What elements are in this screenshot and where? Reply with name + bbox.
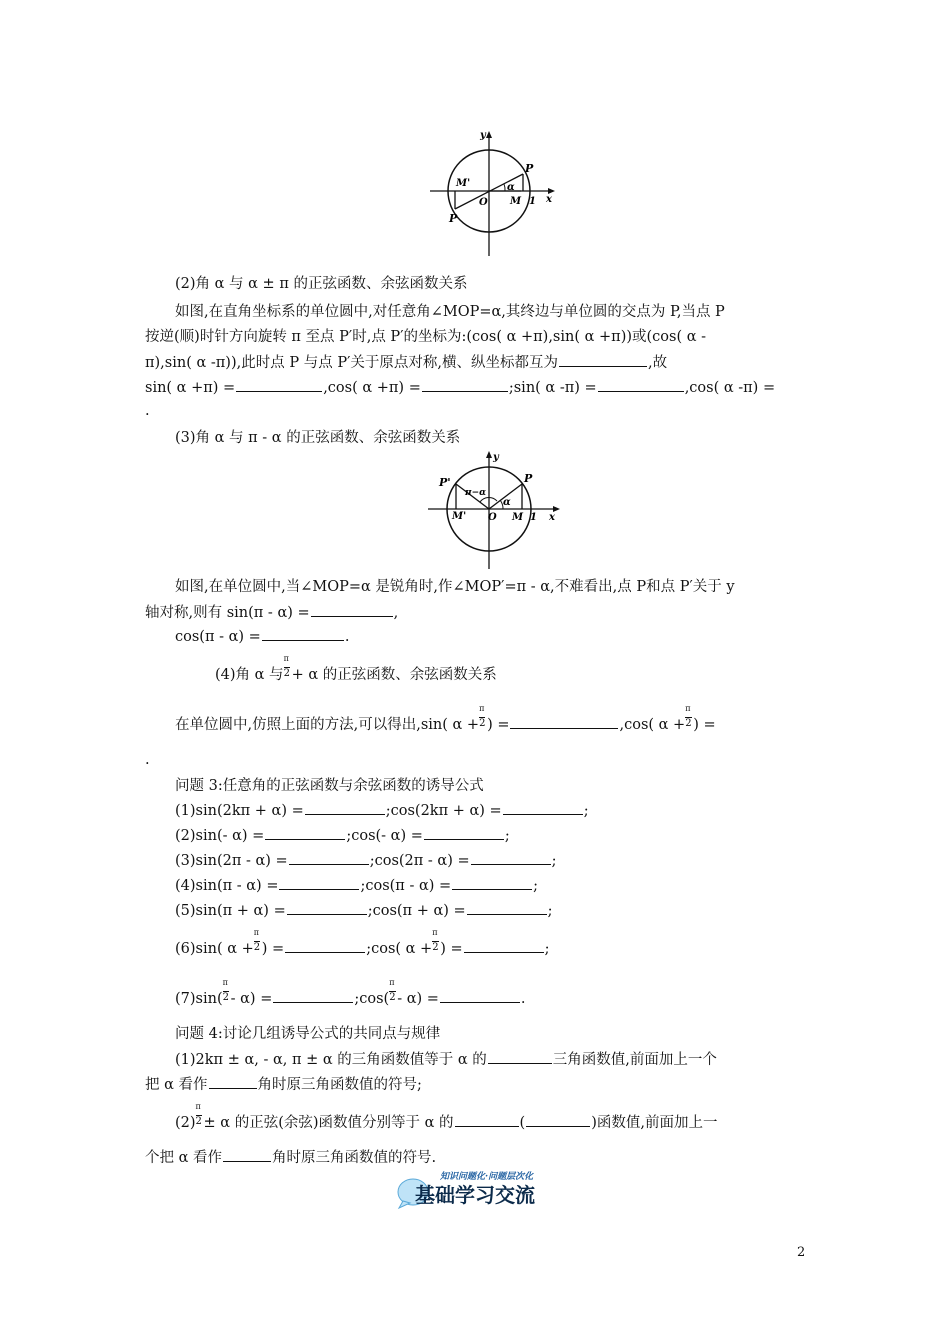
logo-title: 基础学习交流 — [415, 1183, 535, 1207]
fig2-m-prime-label: M' — [452, 511, 467, 522]
pi-over-2-fraction: $\frac{\pi}{2}$ — [432, 928, 439, 953]
fig2-pi-minus-alpha-label: π−α — [465, 488, 487, 498]
section2-heading: (2)角 α 与 α ± π 的正弦函数、余弦函数关系 — [175, 276, 468, 292]
pi-over-2-fraction: $\frac{\pi}{2}$ — [222, 978, 229, 1003]
pi-over-2-fraction: $\frac{\pi}{2}$ — [685, 704, 692, 729]
page-number: 2 — [797, 1245, 806, 1260]
basic-learning-logo — [393, 1168, 568, 1210]
q4-item2-tail: )函数值,前面加上一 — [591, 1115, 718, 1131]
question4-item1-line2 — [145, 1074, 422, 1095]
s3-cos-text: cos(π - α) = — [175, 629, 261, 645]
pi-over-2-fraction: $\frac{\pi}{2}$ — [389, 978, 396, 1003]
q4-item1-tail: 三角函数值,前面加上一个 — [552, 1052, 717, 1068]
answer-blank[interactable] — [311, 602, 393, 617]
q3-row3-end: ; — [551, 853, 557, 869]
question3-row-1 — [175, 800, 589, 821]
fig1-y-label: y — [480, 130, 486, 141]
q3-row4-end: ; — [533, 878, 539, 894]
q3-row6-sin-close: ) = — [261, 941, 285, 957]
q4-item2-num: (2) — [175, 1115, 196, 1131]
answer-blank[interactable] — [503, 800, 583, 815]
answer-blank[interactable] — [265, 825, 345, 840]
section2-paragraph-line4 — [145, 377, 775, 398]
q3-row7-sin-close: - α) = — [230, 991, 273, 1007]
q3-row1-sin: (1)sin(2kπ + α) = — [175, 803, 304, 819]
unit-circle-figure-1 — [425, 128, 560, 258]
fig1-p-top-label: P — [525, 162, 534, 175]
q3-row3-sin: (3)sin(2π - α) = — [175, 853, 288, 869]
question3-title: 问题 3:任意角的正弦函数与余弦函数的诱导公式 — [175, 778, 484, 794]
q3-row2-sin: (2)sin(- α) = — [175, 828, 265, 844]
s4-cos-text: ,cos( α + — [619, 717, 686, 733]
answer-blank[interactable] — [488, 1049, 552, 1064]
s2-cos-plus: ,cos( α +π) = — [323, 380, 421, 396]
answer-blank[interactable] — [526, 1112, 590, 1127]
q4-item2-paren-open: ( — [519, 1115, 526, 1131]
q3-row7-end: . — [520, 991, 526, 1007]
s2-cos-minus: ,cos( α -π) = — [684, 380, 776, 396]
answer-blank[interactable] — [464, 938, 544, 953]
logo-tagline: 知识问题化·问题层次化 — [440, 1172, 534, 1182]
question3-row-7 — [175, 978, 526, 1009]
answer-blank[interactable] — [287, 900, 367, 915]
answer-blank[interactable] — [452, 875, 532, 890]
q3-row5-end: ; — [547, 903, 553, 919]
q3-row3-cos: ;cos(2π - α) = — [369, 853, 470, 869]
q3-row4-cos: ;cos(π - α) = — [360, 878, 452, 894]
question4-item2-line2 — [145, 1147, 436, 1168]
s4-heading-b: + α 的正弦函数、余弦函数关系 — [291, 667, 497, 683]
question3-row-5 — [175, 900, 553, 921]
fig2-y-label: y — [493, 452, 499, 463]
pi-over-2-fraction: $\frac{\pi}{2}$ — [283, 654, 290, 679]
answer-blank[interactable] — [598, 377, 684, 392]
fig2-one-label: 1 — [530, 512, 537, 523]
unit-circle-figure-2 — [425, 448, 565, 570]
question3-row-6 — [175, 928, 550, 959]
answer-blank[interactable] — [471, 850, 551, 865]
question4-item1-line1 — [175, 1049, 717, 1070]
question3-row-2 — [175, 825, 510, 846]
answer-blank[interactable] — [262, 626, 344, 641]
s4-heading-a: (4)角 α 与 — [215, 667, 284, 683]
fig1-m-label: M — [510, 196, 522, 207]
answer-blank[interactable] — [467, 900, 547, 915]
section3-heading: (3)角 α 与 π - α 的正弦函数、余弦函数关系 — [175, 430, 461, 446]
q3-row4-sin: (4)sin(π - α) = — [175, 878, 279, 894]
s3-cos-tail: . — [344, 629, 350, 645]
fig1-alpha-label: α — [507, 182, 515, 193]
answer-blank[interactable] — [305, 800, 385, 815]
pi-over-2-fraction: $\frac{\pi}{2}$ — [253, 928, 261, 953]
answer-blank[interactable] — [559, 352, 647, 367]
q3-row7-sin: (7)sin( — [175, 991, 223, 1007]
s2-sin-minus: ;sin( α -π) = — [508, 380, 597, 396]
answer-blank[interactable] — [285, 938, 365, 953]
question4-title: 问题 4:讨论几组诱导公式的共同点与规律 — [175, 1026, 441, 1042]
answer-blank[interactable] — [422, 377, 508, 392]
fig2-m-label: M — [512, 512, 524, 523]
q3-row6-cos: ;cos( α + — [366, 941, 433, 957]
answer-blank[interactable] — [289, 850, 369, 865]
answer-blank[interactable] — [440, 988, 520, 1003]
section2-paragraph-line3 — [145, 352, 667, 373]
q4-item1-l2-tail: 角时原三角函数值的符号; — [257, 1077, 422, 1093]
q3-row1-end: ; — [583, 803, 589, 819]
s2-sin-plus: sin( α +π) = — [145, 380, 236, 396]
fig1-o-label: O — [479, 197, 488, 208]
s2-line3-text: π),sin( α -π)),此时点 P 与点 P′关于原点对称,横、纵坐标都互为 — [145, 355, 558, 371]
s2-line3-tail: ,故 — [647, 355, 668, 371]
answer-blank[interactable] — [510, 714, 618, 729]
q3-row7-cos: ;cos( — [354, 991, 390, 1007]
q3-row2-end: ; — [504, 828, 510, 844]
question3-row-4 — [175, 875, 538, 896]
fig2-o-label: O — [488, 512, 497, 523]
q4-item1-l2-text: 把 α 看作 — [145, 1077, 208, 1093]
s3-sin-text: 轴对称,则有 sin(π - α) = — [145, 605, 310, 621]
question3-row-3 — [175, 850, 557, 871]
s4-sin-text: 在单位圆中,仿照上面的方法,可以得出,sin( α + — [175, 717, 480, 733]
section2-paragraph-end: . — [145, 403, 150, 419]
fig2-p-prime-label: P' — [439, 476, 451, 489]
answer-blank[interactable] — [424, 825, 504, 840]
answer-blank[interactable] — [455, 1112, 519, 1127]
answer-blank[interactable] — [209, 1074, 257, 1089]
s4-cos-close: ) = — [693, 717, 716, 733]
q3-row6-sin: (6)sin( α + — [175, 941, 254, 957]
q3-row5-sin: (5)sin(π + α) = — [175, 903, 286, 919]
fig1-m-prime-label: M' — [456, 178, 471, 189]
q4-item1-text: (1)2kπ ± α, - α, π ± α 的三角函数值等于 α 的 — [175, 1052, 487, 1068]
section4-paragraph-end: . — [145, 752, 150, 768]
section3-paragraph-line1: 如图,在单位圆中,当∠MOP=α 是锐角时,作∠MOP′=π - α,不难看出,点 P和点 P′关于 y — [175, 579, 735, 595]
s3-sin-tail: , — [393, 605, 399, 621]
s4-sin-close: ) = — [487, 717, 510, 733]
fig2-x-label: x — [549, 512, 555, 523]
section4-paragraph-line1 — [175, 704, 716, 735]
answer-blank[interactable] — [273, 988, 353, 1003]
q3-row6-cos-close: ) = — [440, 941, 463, 957]
fig2-p-label: P — [524, 472, 533, 485]
answer-blank[interactable] — [279, 875, 359, 890]
section3-paragraph-line3 — [175, 626, 349, 647]
q4-item2-l2-text: 个把 α 看作 — [145, 1150, 223, 1166]
section2-paragraph-line2: 按逆(顺)时针方向旋转 π 至点 P′时,点 P′的坐标为:(cos( α +π),sin( α +π))或(cos( α - — [145, 329, 707, 345]
q4-item2-text: ± α 的正弦(余弦)函数值分别等于 α 的 — [203, 1115, 454, 1131]
q3-row7-cos-close: - α) = — [397, 991, 439, 1007]
q3-row2-cos: ;cos(- α) = — [346, 828, 423, 844]
answer-blank[interactable] — [236, 377, 322, 392]
fig1-x-label: x — [546, 194, 552, 205]
question4-item2-line1 — [175, 1102, 718, 1133]
section2-paragraph-line1: 如图,在直角坐标系的单位圆中,对任意角∠MOP=α,其终边与单位圆的交点为 P,当点 P — [175, 304, 725, 320]
q4-item2-l2-tail: 角时原三角函数值的符号. — [272, 1150, 437, 1166]
section3-paragraph-line2 — [145, 602, 398, 623]
q3-row1-cos: ;cos(2kπ + α) = — [385, 803, 502, 819]
q3-row5-cos: ;cos(π + α) = — [367, 903, 466, 919]
pi-over-2-fraction: $\frac{\pi}{2}$ — [479, 704, 486, 729]
section4-heading — [215, 654, 497, 685]
fig2-alpha-label: α — [503, 497, 511, 508]
answer-blank[interactable] — [223, 1147, 271, 1162]
fig1-one-label: 1 — [529, 196, 536, 207]
pi-over-2-fraction: $\frac{\pi}{2}$ — [195, 1102, 202, 1127]
q3-row6-end: ; — [544, 941, 550, 957]
fig1-p-bottom-label: P — [449, 212, 458, 225]
